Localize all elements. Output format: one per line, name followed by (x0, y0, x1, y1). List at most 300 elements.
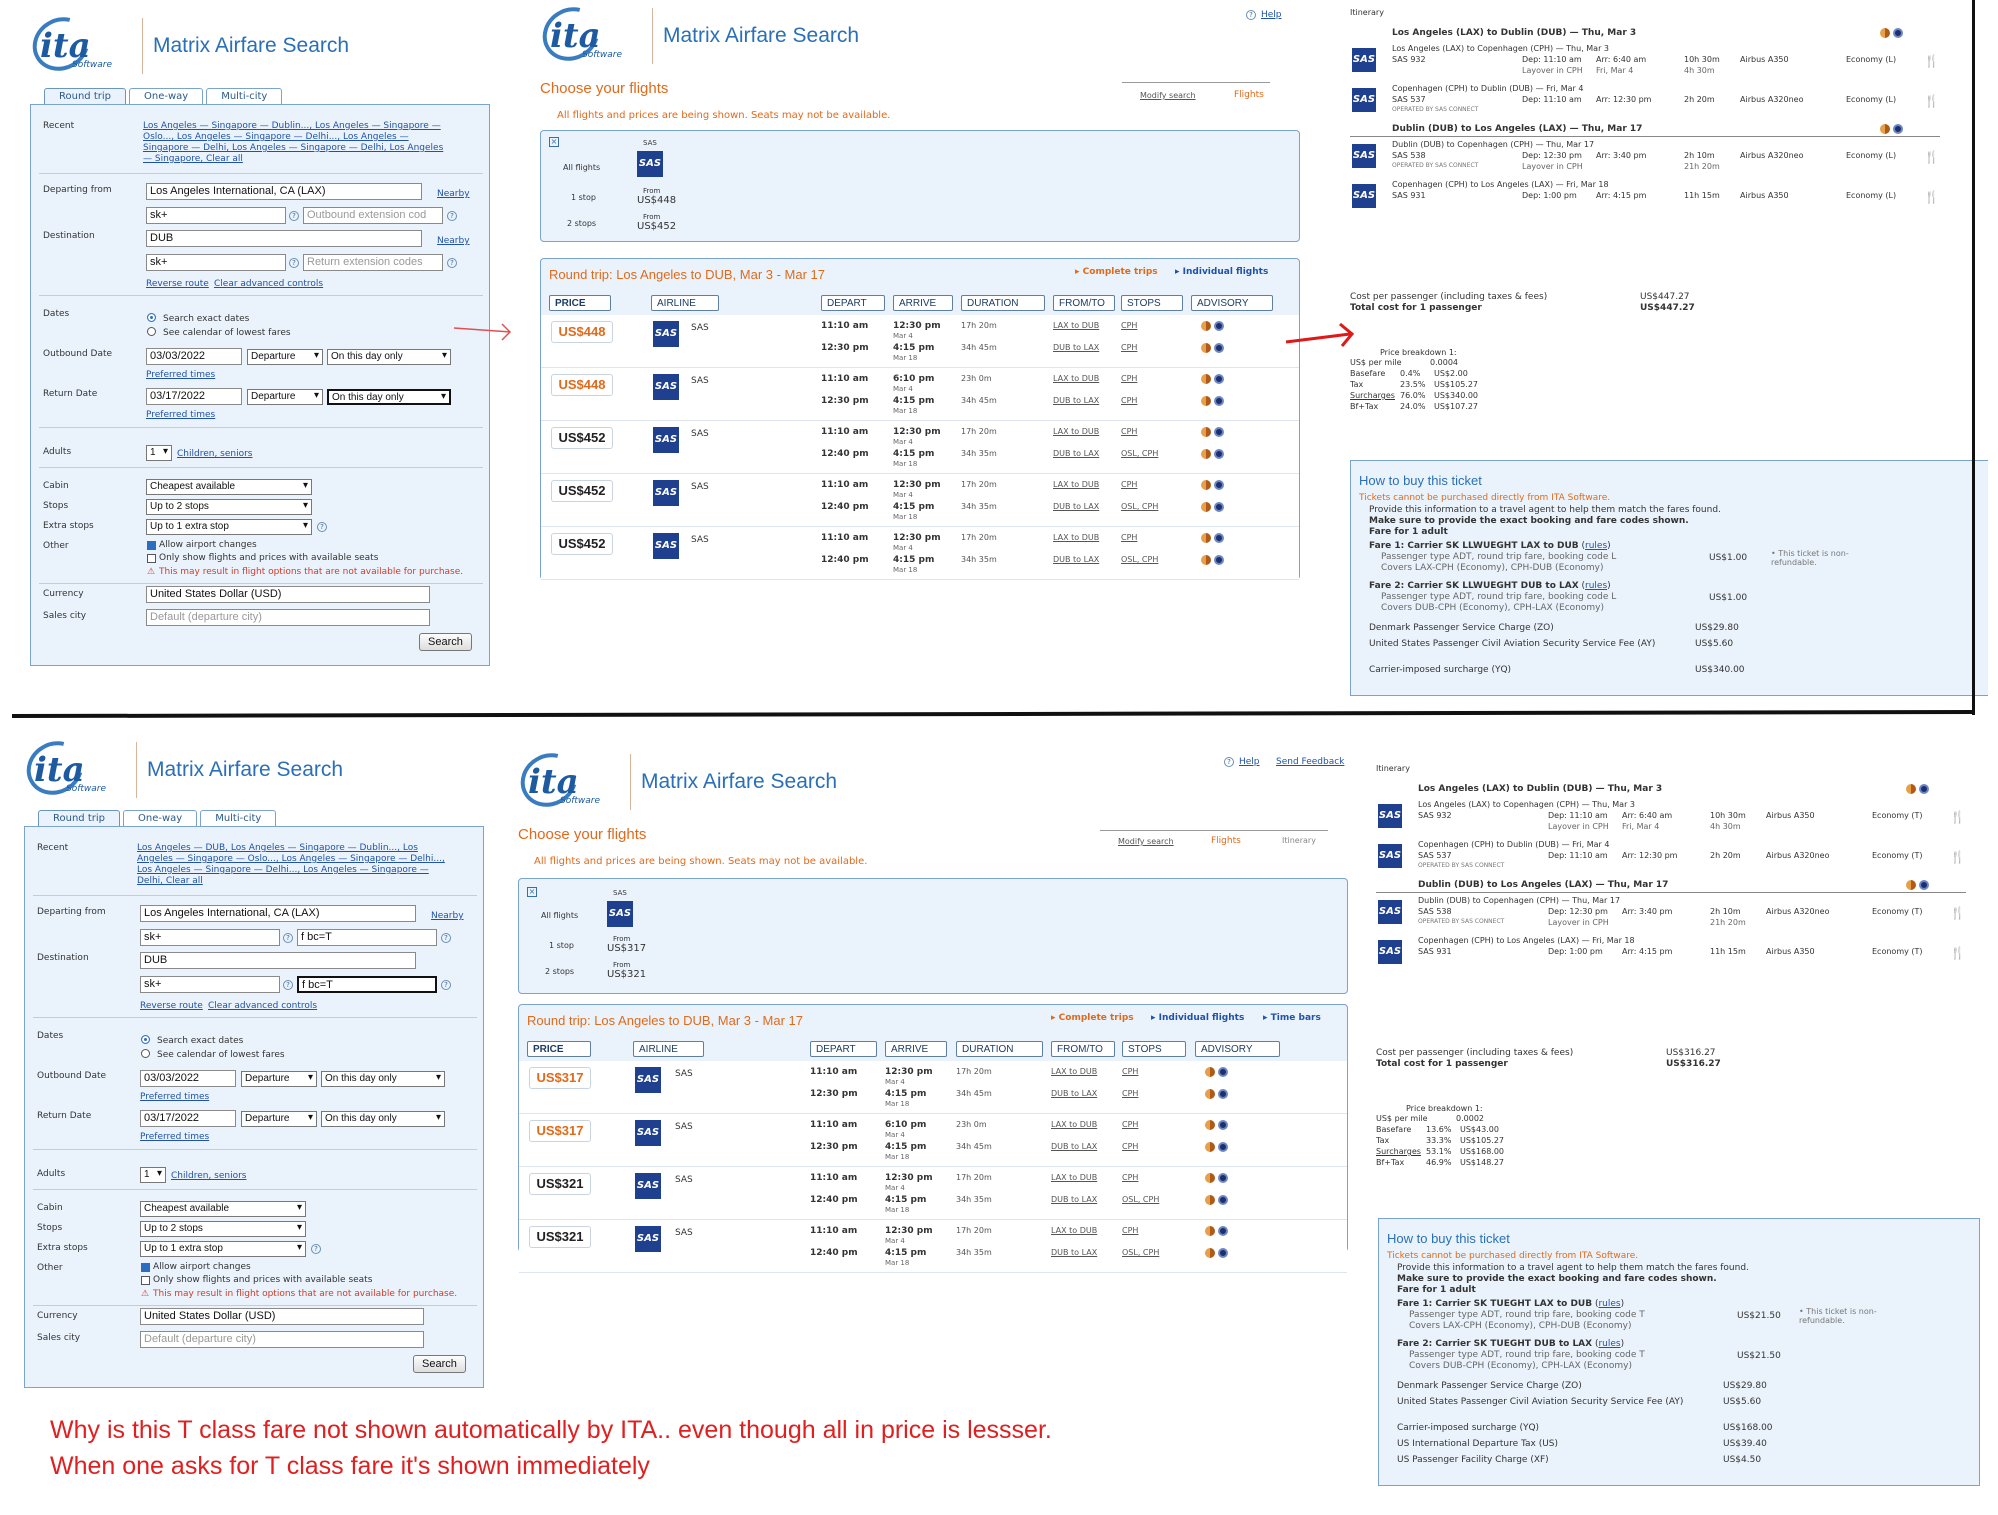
advisory-icons (1205, 1067, 1228, 1077)
cell[interactable]: LAX to DUB (1053, 427, 1100, 436)
extra-stops-select[interactable]: Up to 1 extra stop ▾ (146, 519, 312, 535)
send-feedback-link[interactable]: Send Feedback (1276, 757, 1345, 767)
night-icon (1214, 374, 1224, 384)
clear-advanced-link[interactable]: Clear advanced controls (208, 1001, 318, 1011)
outbound-time-type-select[interactable]: Departure ▾ (247, 349, 323, 365)
aircraft: Airbus A320neo (1740, 151, 1804, 160)
segment-depart: Dep: 1:00 pm (1522, 191, 1577, 200)
cell[interactable]: DUB to LAX (1053, 449, 1100, 458)
outbound-extension-input[interactable]: Outbound extension cod (303, 207, 443, 224)
breakdown-label: Bf+Tax (1376, 1158, 1405, 1167)
breakdown-pct: 33.3% (1426, 1136, 1452, 1145)
cell: 11:10 am (821, 533, 869, 543)
arrive-date: Mar 18 (893, 566, 918, 574)
sas-logo: SAS (1378, 804, 1402, 828)
help-icon[interactable]: ? (289, 211, 299, 221)
cell[interactable]: CPH (1122, 1089, 1139, 1098)
fare-price: US$1.00 (1709, 593, 1748, 603)
children-link[interactable]: Children, seniors (171, 1171, 247, 1181)
day-icon (1201, 427, 1211, 437)
tab-round-trip[interactable]: Round trip (44, 88, 126, 104)
advisory-icons (1906, 784, 1929, 794)
price-button[interactable]: US$452 (551, 427, 613, 449)
cell[interactable]: CPH (1121, 480, 1138, 489)
exact-dates-radio[interactable] (141, 1035, 150, 1044)
aircraft: Airbus A320neo (1766, 907, 1830, 916)
destination-input[interactable]: DUB (140, 952, 416, 969)
col-header-duration[interactable]: DURATION (956, 1041, 1043, 1057)
nearby-link[interactable]: Nearby (437, 189, 470, 199)
result-row[interactable] (519, 1167, 1347, 1220)
matrix-price-2stops[interactable]: US$321 (607, 969, 647, 980)
recent-searches[interactable]: Los Angeles — Singapore — Dublin..., Los Angeles — Singapore — Oslo..., Los Angeles — Singapore — Delhi..., Los Angeles — Singapore — Delhi, Los Angeles — Singapore — Delhi, Los Angeles — Singapore, Clear all (143, 121, 444, 164)
allow-label: Allow airport changes (153, 1262, 251, 1272)
departing-input[interactable]: Los Angeles International, CA (LAX) (140, 905, 416, 922)
airline-name: SAS (691, 482, 709, 492)
col-header-duration[interactable]: DURATION (961, 295, 1045, 311)
airline-name: SAS (675, 1122, 693, 1132)
result-row[interactable] (519, 1220, 1347, 1273)
nearby-link[interactable]: Nearby (431, 911, 464, 921)
departing-input[interactable]: Los Angeles International, CA (LAX) (146, 183, 422, 200)
result-row[interactable] (519, 1061, 1347, 1114)
stops-select[interactable]: Up to 2 stops ▾ (146, 499, 312, 515)
sas-logo: SAS (635, 1067, 661, 1093)
col-header-advisory[interactable]: ADVISORY (1191, 295, 1273, 311)
outbound-extension-input[interactable]: f bc=T (297, 929, 437, 946)
cell[interactable]: LAX to DUB (1053, 321, 1100, 330)
price-button[interactable]: US$448 (551, 321, 613, 343)
cell[interactable]: DUB to LAX (1051, 1142, 1098, 1151)
outbound-date-input[interactable]: 03/03/2022 (146, 348, 242, 365)
night-icon (1218, 1173, 1228, 1183)
meal-icon: 🍴 (1950, 850, 1965, 864)
rules-link[interactable]: rules (1585, 581, 1608, 591)
cell[interactable]: CPH (1122, 1067, 1139, 1076)
clear-advanced-link[interactable]: Clear advanced controls (214, 279, 324, 289)
help-icon[interactable]: ? (289, 258, 299, 268)
help-icon[interactable]: ? (447, 258, 457, 268)
cell[interactable]: DUB to LAX (1053, 343, 1100, 352)
col-header-airline[interactable]: AIRLINE (651, 295, 719, 311)
cell: 4:15 pm (893, 502, 935, 512)
return-extension-input[interactable]: Return extension codes (303, 254, 443, 271)
col-header-depart[interactable]: DEPART (810, 1041, 877, 1057)
cell: 12:30 pm (893, 427, 941, 437)
cell[interactable]: CPH (1122, 1142, 1139, 1151)
arrive-date: Mar 4 (893, 544, 913, 552)
app-title: Matrix Airfare Search (641, 770, 838, 793)
result-row[interactable] (541, 474, 1299, 527)
cell[interactable]: CPH (1121, 321, 1138, 330)
sas-logo: SAS (653, 321, 679, 347)
cell[interactable]: DUB to LAX (1051, 1195, 1098, 1204)
help-icon[interactable]: ? (441, 933, 451, 943)
return-date-input[interactable]: 03/17/2022 (146, 388, 242, 405)
cabin-class: Economy (T) (1872, 851, 1923, 860)
cell: 34h 35m (961, 502, 997, 511)
outbound-route-input[interactable]: sk+ (140, 929, 280, 946)
step-modify-search[interactable]: Modify search (1118, 837, 1174, 846)
fare-line: Fare 2: Carrier SK LLWUEGHT DUB to LAX (1369, 581, 1579, 591)
tab-one-way[interactable]: One-way (129, 88, 203, 104)
segment-arrive: Arr: 4:15 pm (1596, 191, 1647, 200)
segment-duration: 10h 30m (1710, 811, 1746, 820)
cost-per-passenger: US$316.27 (1666, 1048, 1716, 1058)
divider-line (1972, 0, 1975, 715)
cell[interactable]: CPH (1121, 427, 1138, 436)
outbound-flex-select[interactable]: On this day only ▾ (321, 1071, 445, 1087)
matrix-airline-label: SAS (613, 889, 627, 897)
col-header-stops[interactable]: STOPS (1122, 1041, 1186, 1057)
cell: 4:15 pm (893, 396, 935, 406)
breakdown-amount: US$168.00 (1460, 1147, 1505, 1156)
fare-for: Fare for 1 adult (1369, 527, 1448, 537)
cell[interactable]: CPH (1121, 343, 1138, 352)
return-extension-input[interactable]: f bc=T (297, 976, 437, 993)
extra-stops-select[interactable]: Up to 1 extra stop ▾ (140, 1241, 306, 1257)
fare-price: US$21.50 (1737, 1351, 1781, 1361)
help-icon[interactable]: ? (441, 980, 451, 990)
per-mile-value: 0.0004 (1430, 358, 1458, 367)
cell[interactable]: OSL, CPH (1121, 555, 1159, 564)
airline-name: SAS (675, 1228, 693, 1238)
itinerary-label: Itinerary (1350, 8, 1384, 17)
individual-flights-link[interactable]: ▸ Individual flights (1175, 267, 1269, 277)
airline-name: SAS (691, 323, 709, 333)
night-icon (1214, 533, 1224, 543)
cell: 11:10 am (821, 321, 869, 331)
col-header-depart[interactable]: DEPART (821, 295, 885, 311)
time-bars-link[interactable]: ▸ Time bars (1263, 1013, 1321, 1023)
day-icon (1205, 1067, 1215, 1077)
fare-covers: Covers DUB-CPH (Economy), CPH-LAX (Economy) (1381, 603, 1604, 613)
meal-icon: 🍴 (1924, 94, 1939, 108)
reverse-route-link[interactable]: Reverse route (146, 279, 209, 289)
trip-tabs (38, 810, 276, 826)
segment-duration: 11h 15m (1684, 191, 1720, 200)
outbound-route-input[interactable]: sk+ (146, 207, 286, 224)
cell[interactable]: LAX to DUB (1051, 1120, 1098, 1129)
sas-logo: SAS (1352, 184, 1376, 208)
fee-amount: US$5.60 (1723, 1397, 1762, 1407)
reverse-route-link[interactable]: Reverse route (140, 1001, 203, 1011)
matrix-all-flights: All flights (541, 911, 579, 920)
day-icon (1201, 480, 1211, 490)
cell[interactable]: LAX to DUB (1051, 1173, 1098, 1182)
day-icon (1201, 533, 1211, 543)
cell[interactable]: LAX to DUB (1051, 1226, 1098, 1235)
outbound-date-label: Outbound Date (43, 349, 113, 359)
allow-airport-changes-checkbox[interactable] (141, 1263, 150, 1272)
cell[interactable]: LAX to DUB (1053, 533, 1100, 542)
col-header-fromto[interactable]: FROM/TO (1053, 295, 1115, 311)
return-flex-select[interactable]: On this day only ▾ (321, 1111, 445, 1127)
sales-city-input[interactable]: Default (departure city) (146, 609, 430, 626)
fee-name: United States Passenger Civil Aviation Security Service Fee (AY) (1397, 1397, 1684, 1407)
help-icon[interactable]: ? (317, 522, 327, 532)
help-icon[interactable]: ? (283, 933, 293, 943)
meal-icon: 🍴 (1950, 906, 1965, 920)
cell[interactable]: CPH (1122, 1226, 1139, 1235)
cell: 4:15 pm (885, 1142, 927, 1152)
fare-for: Fare for 1 adult (1397, 1285, 1476, 1295)
departing-label: Departing from (43, 185, 112, 195)
cell[interactable]: DUB to LAX (1053, 396, 1100, 405)
outbound-flex-select[interactable]: On this day only ▾ (327, 349, 451, 365)
close-icon[interactable]: × (550, 137, 558, 146)
operated-by: OPERATED BY SAS CONNECT (1392, 106, 1479, 113)
col-header-arrive[interactable]: ARRIVE (885, 1041, 947, 1057)
return-time-type-select[interactable]: Departure ▾ (241, 1111, 317, 1127)
breakdown-label[interactable]: Surcharges (1376, 1147, 1421, 1156)
col-header-price[interactable]: PRICE (527, 1041, 591, 1057)
sales-city-input[interactable]: Default (departure city) (140, 1331, 424, 1348)
sas-logo: SAS (653, 480, 679, 506)
preferred-times-link[interactable]: Preferred times (146, 370, 216, 380)
day-icon (1205, 1248, 1215, 1258)
cell: 23h 0m (961, 374, 992, 383)
per-mile-value: 0.0002 (1456, 1114, 1484, 1123)
breakdown-pct: 23.5% (1400, 380, 1426, 389)
complete-trips-link[interactable]: ▸ Complete trips (1075, 267, 1158, 277)
available-seats-checkbox[interactable] (141, 1276, 150, 1285)
col-header-arrive[interactable]: ARRIVE (893, 295, 953, 311)
segment-depart: Dep: 12:30 pm (1522, 151, 1582, 160)
calendar-radio[interactable] (147, 327, 156, 336)
cell: 34h 45m (956, 1089, 992, 1098)
price-button[interactable]: US$317 (529, 1120, 591, 1142)
departing-label: Departing from (37, 907, 106, 917)
night-icon (1214, 480, 1224, 490)
result-row[interactable] (541, 368, 1299, 421)
destination-input[interactable]: DUB (146, 230, 422, 247)
help-link[interactable]: Help (1261, 10, 1282, 20)
fare-detail: Passenger type ADT, round trip fare, booking code T (1409, 1350, 1645, 1360)
night-icon (1214, 321, 1224, 331)
cabin-class: Economy (L) (1846, 151, 1897, 160)
price-button[interactable]: US$321 (529, 1226, 591, 1248)
adults-select[interactable]: 1 ▾ (140, 1167, 166, 1183)
advisory-icons (1201, 502, 1224, 512)
breakdown-amount: US$105.27 (1460, 1136, 1505, 1145)
segment-arrive: Arr: 6:40 am (1622, 811, 1673, 820)
price-button[interactable]: US$317 (529, 1067, 591, 1089)
calendar-label: See calendar of lowest fares (163, 328, 291, 338)
outbound-time-type-select[interactable]: Departure ▾ (241, 1071, 317, 1087)
advisory-icons (1906, 880, 1929, 890)
help-icon[interactable]: ? (283, 980, 293, 990)
currency-input[interactable]: United States Dollar (USD) (140, 1308, 424, 1325)
layover: Layover in CPH (1548, 822, 1609, 831)
exact-dates-radio[interactable] (147, 313, 156, 322)
preferred-times-link[interactable]: Preferred times (140, 1132, 210, 1142)
complete-trips-link[interactable]: ▸ Complete trips (1051, 1013, 1134, 1023)
return-route-input[interactable]: sk+ (140, 976, 280, 993)
breakdown-label[interactable]: Surcharges (1350, 391, 1395, 400)
cell: 11:10 am (810, 1067, 858, 1077)
advisory-icons (1205, 1089, 1228, 1099)
rules-link[interactable]: rules (1598, 1299, 1621, 1309)
cell: 6:10 pm (893, 374, 935, 384)
cell[interactable]: CPH (1122, 1173, 1139, 1182)
segment-route: Copenhagen (CPH) to Los Angeles (LAX) — Fri, Mar 18 (1418, 936, 1635, 945)
cell[interactable]: DUB to LAX (1053, 502, 1100, 511)
arrive-date: Mar 18 (893, 354, 918, 362)
aircraft: Airbus A350 (1766, 947, 1815, 956)
stops-select[interactable]: Up to 2 stops ▾ (140, 1221, 306, 1237)
cell[interactable]: DUB to LAX (1051, 1089, 1098, 1098)
price-button[interactable]: US$452 (551, 480, 613, 502)
help-icon[interactable]: ? (1224, 757, 1234, 767)
cabin-select[interactable]: Cheapest available ▾ (140, 1201, 306, 1217)
tab-one-way[interactable]: One-way (123, 810, 197, 826)
help-icon[interactable]: ? (311, 1244, 321, 1254)
col-header-fromto[interactable]: FROM/TO (1051, 1041, 1115, 1057)
help-icon[interactable]: ? (447, 211, 457, 221)
cell[interactable]: DUB to LAX (1053, 555, 1100, 564)
cell[interactable]: LAX to DUB (1051, 1067, 1098, 1076)
available-seats-checkbox[interactable] (147, 554, 156, 563)
cell[interactable]: OSL, CPH (1122, 1248, 1160, 1257)
advisory-icons (1201, 321, 1224, 331)
search-button[interactable]: Search (419, 633, 472, 651)
recent-searches[interactable]: Los Angeles — DUB, Los Angeles — Singapore — Dublin..., Los Angeles — Singapore — Oslo..., Los Angeles — Singapore — Delhi..., Los Angeles — Singapore — Delhi..., Los Angeles — Singapore — Delhi, Clear all (137, 843, 445, 886)
sas-logo: SAS (653, 427, 679, 453)
advisory-icons (1201, 374, 1224, 384)
cell[interactable]: DUB to LAX (1051, 1248, 1098, 1257)
cell[interactable]: CPH (1121, 374, 1138, 383)
preferred-times-link[interactable]: Preferred times (140, 1092, 210, 1102)
cell: 4:15 pm (893, 343, 935, 353)
matrix-price-1stop[interactable]: US$317 (607, 943, 647, 954)
col-header-stops[interactable]: STOPS (1121, 295, 1183, 311)
flight-number: SAS 537 (1418, 851, 1452, 860)
matrix-price-1stop[interactable]: US$448 (637, 195, 677, 206)
airline-name: SAS (675, 1175, 693, 1185)
nearby-link[interactable]: Nearby (437, 236, 470, 246)
result-row[interactable] (541, 421, 1299, 474)
price-button[interactable]: US$448 (551, 374, 613, 396)
cell: 17h 20m (956, 1067, 992, 1076)
stops-label: Stops (43, 501, 69, 511)
extra-stops-label: Extra stops (43, 521, 94, 531)
cell[interactable]: OSL, CPH (1122, 1195, 1160, 1204)
arrive-date: Mar 4 (893, 332, 913, 340)
cell: 12:30 pm (885, 1173, 933, 1183)
advisory-icons (1201, 533, 1224, 543)
cell: 12:40 pm (821, 555, 869, 565)
cell[interactable]: CPH (1121, 396, 1138, 405)
itinerary-label: Itinerary (1376, 764, 1410, 773)
result-row[interactable] (541, 527, 1299, 580)
cell[interactable]: LAX to DUB (1053, 480, 1100, 489)
trip-tabs (44, 88, 282, 104)
cabin-select[interactable]: Cheapest available ▾ (146, 479, 312, 495)
breakdown-pct: 46.9% (1426, 1158, 1452, 1167)
cell: 12:30 pm (810, 1089, 858, 1099)
individual-flights-link[interactable]: ▸ Individual flights (1151, 1013, 1245, 1023)
return-flex-select[interactable]: On this day only ▾ (327, 389, 451, 405)
exact-dates-label: Search exact dates (163, 314, 250, 324)
return-date-input[interactable]: 03/17/2022 (140, 1110, 236, 1127)
calendar-radio[interactable] (141, 1049, 150, 1058)
flight-number: SAS 931 (1392, 191, 1426, 200)
children-link[interactable]: Children, seniors (177, 449, 253, 459)
col-header-advisory[interactable]: ADVISORY (1195, 1041, 1280, 1057)
cell: 34h 45m (961, 343, 997, 352)
meal-icon: 🍴 (1950, 946, 1965, 960)
meal-icon: 🍴 (1950, 810, 1965, 824)
segment-duration: 2h 10m (1684, 151, 1715, 160)
rules-link[interactable]: rules (1585, 541, 1608, 551)
cell: 34h 45m (956, 1142, 992, 1151)
matrix-price-2stops[interactable]: US$452 (637, 221, 677, 232)
cell[interactable]: OSL, CPH (1121, 502, 1159, 511)
per-mile-label: US$ per mile (1350, 358, 1402, 367)
segment-duration: 10h 30m (1684, 55, 1720, 64)
close-icon[interactable]: × (528, 887, 536, 896)
price-button[interactable]: US$452 (551, 533, 613, 555)
allow-airport-changes-checkbox[interactable] (147, 541, 156, 550)
price-button[interactable]: US$321 (529, 1173, 591, 1195)
cell[interactable]: LAX to DUB (1053, 374, 1100, 383)
fee-amount: US$168.00 (1723, 1423, 1773, 1433)
help-icon[interactable]: ? (1246, 10, 1256, 20)
tab-round-trip[interactable]: Round trip (38, 810, 120, 826)
advisory-icons (1205, 1120, 1228, 1130)
col-header-airline[interactable]: AIRLINE (633, 1041, 704, 1057)
tab-multi-city[interactable]: Multi-city (200, 810, 276, 826)
fare-detail: Passenger type ADT, round trip fare, booking code L (1381, 552, 1617, 562)
night-icon (1218, 1142, 1228, 1152)
tab-multi-city[interactable]: Multi-city (206, 88, 282, 104)
outbound-date-input[interactable]: 03/03/2022 (140, 1070, 236, 1087)
step-modify-search[interactable]: Modify search (1140, 91, 1196, 100)
cell: 23h 0m (956, 1120, 987, 1129)
day-icon (1201, 449, 1211, 459)
result-row[interactable] (519, 1114, 1347, 1167)
currency-input[interactable]: United States Dollar (USD) (146, 586, 430, 603)
cell[interactable]: CPH (1121, 533, 1138, 542)
total-cost-label: Total cost for 1 passenger (1350, 303, 1482, 313)
preferred-times-link[interactable]: Preferred times (146, 410, 216, 420)
warning-text: This may result in flight options that are not available for purchase. (159, 567, 464, 577)
cell: 17h 20m (961, 321, 997, 330)
day-icon (1205, 1173, 1215, 1183)
app-title: Matrix Airfare Search (147, 758, 344, 781)
layover: Layover in CPH (1522, 66, 1583, 75)
day-icon (1880, 124, 1890, 134)
adults-select[interactable]: 1 ▾ (146, 445, 172, 461)
return-time-type-select[interactable]: Departure ▾ (247, 389, 323, 405)
result-row[interactable] (541, 315, 1299, 368)
flight-number: SAS 931 (1418, 947, 1452, 956)
help-link[interactable]: Help (1239, 757, 1260, 767)
search-button[interactable]: Search (413, 1355, 466, 1373)
cell[interactable]: CPH (1122, 1120, 1139, 1129)
return-route-input[interactable]: sk+ (146, 254, 286, 271)
rules-link[interactable]: rules (1598, 1339, 1621, 1349)
non-refundable-note: • This ticket is non-refundable. (1799, 1307, 1877, 1325)
arrive-date: Mar 4 (893, 438, 913, 446)
cell[interactable]: OSL, CPH (1121, 449, 1159, 458)
cell: 12:30 pm (885, 1226, 933, 1236)
col-header-price[interactable]: PRICE (549, 295, 611, 311)
cell: 17h 20m (961, 427, 997, 436)
fee-amount: US$4.50 (1723, 1455, 1762, 1465)
destination-label: Destination (43, 231, 95, 241)
